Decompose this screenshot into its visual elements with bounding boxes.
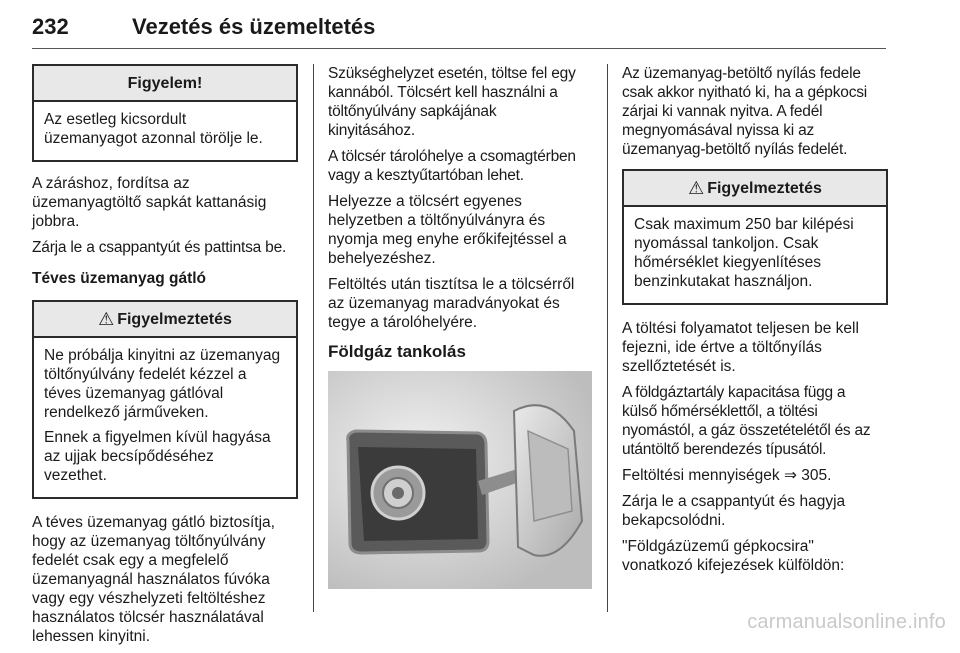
paragraph: Zárja le a csappantyút és hagyja bekapcsolódni. bbox=[622, 493, 846, 529]
warning-box bbox=[622, 169, 888, 305]
notice-text: Az esetleg kicsordult üzemanyagot azonnal törölje le. bbox=[44, 111, 263, 147]
paragraph: Feltöltés után tisztítsa le a tölcsérről az üzemanyag maradványokat és tegye a tárolóhelyére. bbox=[328, 276, 575, 331]
warning-box bbox=[32, 300, 298, 499]
chapter-title: Vezetés és üzemeltetés bbox=[132, 14, 376, 39]
column-middle bbox=[328, 64, 592, 589]
column-divider bbox=[607, 64, 608, 612]
warning-box-title: Figyelmeztetés bbox=[707, 179, 822, 197]
watermark[interactable]: carmanualsonline.info bbox=[747, 611, 946, 633]
notice-box-title: Figyelem! bbox=[34, 66, 296, 102]
column-divider bbox=[313, 64, 314, 612]
column-right bbox=[622, 64, 888, 582]
warning-triangle-icon: ⚠ bbox=[98, 308, 115, 329]
warning-text: Ennek a figyelmen kívül hagyása az ujjak becsípődéséhez vezethet. bbox=[44, 429, 271, 484]
paragraph: A záráshoz, fordítsa az üzemanyagtöltő sapkát kattanásig jobbra. bbox=[32, 175, 267, 230]
notice-box bbox=[32, 64, 298, 162]
paragraph: A téves üzemanyag gátló biztosítja, hogy az üzemanyag töltőnyúlvány fedelét csak egy a megfelelő üzemanyagnál használatos fúvóka vagy egy vészhelyzeti feltöltéshez használatos tölcsér használatával lehessen kinyitni. bbox=[32, 514, 275, 645]
warning-text: Csak maximum 250 bar kilépési nyomással tankoljon. Csak hőmérséklet kiegyenlítéses benzinkutakat használjon. bbox=[634, 216, 854, 290]
subheading: Téves üzemanyag gátló bbox=[32, 270, 207, 287]
paragraph: Helyezze a tölcsért egyenes helyzetben a töltőnyúlványra és nyomja meg enyhe erőkifejtéssel a behelyezéshez. bbox=[328, 193, 567, 267]
paragraph: Szükséghelyzet esetén, töltse fel egy kannából. Tölcsért kell használni a töltőnyúlvány sapkájának kinyitásához. bbox=[328, 65, 576, 139]
cross-reference[interactable]: Feltöltési mennyiségek ⇒ 305. bbox=[622, 467, 832, 484]
paragraph: "Földgázüzemű gépkocsira" vonatkozó kifejezések külföldön: bbox=[622, 538, 845, 574]
warning-text: Ne próbálja kinyitni az üzemanyag töltőnyúlvány fedelét kézzel a téves üzemanyag gátlóval rendelkező járműveken. bbox=[44, 347, 281, 421]
page-number: 232 bbox=[32, 14, 69, 39]
paragraph: A tölcsér tárolóhelye a csomagtérben vagy a kesztyűtartóban lehet. bbox=[328, 148, 576, 184]
paragraph: Az üzemanyag-betöltő nyílás fedele csak akkor nyitható ki, ha a gépkocsi zárjai ki vannak nyitva. A fedél megnyomásával nyissa ki az üzemanyag-betöltő nyílás fedelét. bbox=[622, 65, 868, 158]
warning-triangle-icon: ⚠ bbox=[688, 177, 705, 198]
column-left bbox=[32, 64, 298, 653]
warning-box-title: Figyelmeztetés bbox=[117, 310, 232, 328]
paragraph: Zárja le a csappantyút és pattintsa be. bbox=[32, 239, 287, 256]
fuel-filler-illustration bbox=[328, 371, 592, 589]
header-rule bbox=[32, 48, 886, 49]
paragraph: A földgáztartály kapacitása függ a külső hőmérséklettől, a töltési nyomástól, a gáz összetételétől és az utántöltő berendezés típusától. bbox=[622, 384, 871, 458]
paragraph: A töltési folyamatot teljesen be kell fejezni, ide értve a töltőnyílás szellőztetését is. bbox=[622, 320, 859, 375]
page-header bbox=[32, 14, 886, 54]
section-heading: Földgáz tankolás bbox=[328, 342, 466, 361]
fuel-filler-photo bbox=[328, 371, 592, 589]
